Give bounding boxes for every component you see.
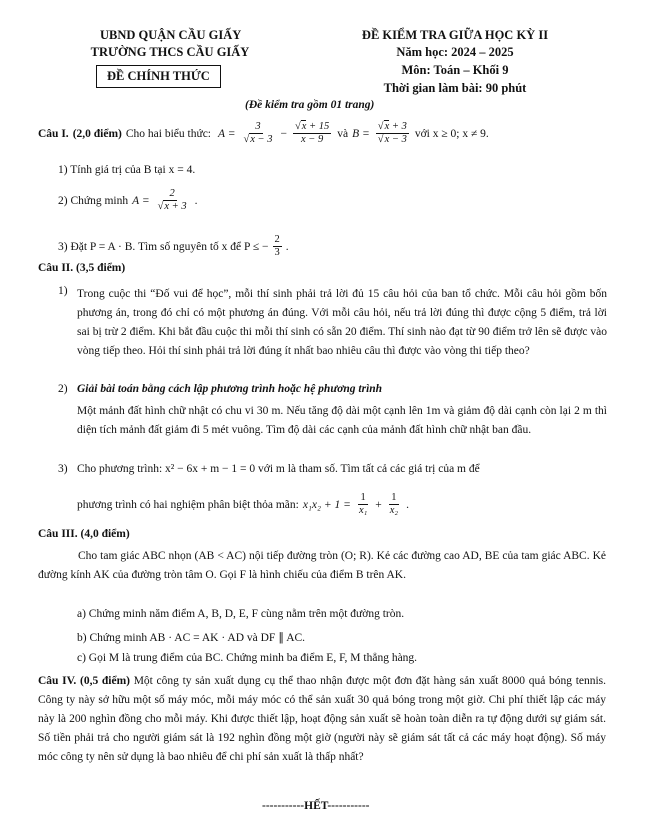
q1-intro: Cho hai biểu thức: [125,127,211,140]
fraction-a1: $\frac{3}{√x - 3}$ [243,121,273,145]
q3-text: Cho tam giác ABC nhọn (AB < AC) nội tiếp đường tròn (O; R). Kẻ các đường cao AD, BE của tam giác ABC. Kẻ đường kính AK của đường tròn tâm O. Gọi F là hình chiếu của điểm B trên AK. [38,550,606,581]
q1-part-2: 2) Chứng minh A = $\frac{2}{√x + 3}$ . [58,188,198,212]
q1-part-2-prefix: 2) Chứng minh [58,194,129,207]
subject: Môn: Toán – Khối 9 [401,63,509,77]
q2-points: (3,5 điểm) [76,262,126,274]
fraction-inv-x2: $\frac{1}{\text{x₂}}$ [389,492,399,516]
q2-part-1-text: Trong cuộc thi “Đố vui để học”, mỗi thí sinh phải trả lời đủ 15 câu hỏi của ban tổ chức. Mỗi câu hỏi gồm bốn phương án, trong đó chỉ có một phương án đúng. Với mỗi câu hỏi, nếu trả lời đúng thì được cộng 5 điểm, trả lời sai bị trừ 2 điểm. Khi bắt đầu cuộc thi mỗi thí sinh có sẵn 20 điểm. Thí sinh nào đạt từ 90 điểm trở lên sẽ được vào vòng tiếp theo. Hỏi thí sinh phải trả lời đúng ít nhất bao nhiêu câu thì được vào vòng thi tiếp theo? [77,288,607,357]
formula-a: A = [218,127,236,140]
q1-label: Câu I. [38,127,69,140]
q2-part-2-number: 2) [58,383,68,395]
q4-label: Câu IV. [38,675,77,687]
fraction-two-thirds: $\frac{2}{3}$ [274,234,280,258]
fraction-b: $\frac{√x + 3}{√x - 3}$ [377,121,407,145]
q1-part-3-text: 3) Đặt P = A · B. Tìm số nguyên tố x để P ≤ − [58,240,269,253]
fraction-proof: $\frac{2}{√x + 3}$ [157,188,187,212]
question-1-header: Câu I. (2,0 điểm) Cho hai biểu thức: A = $\frac{3}{√x - 3}$ − $\frac{√x + 15}{x - 9}$ và B = $\frac{√x + 3}{√x - 3}$ với x ≥ 0; x ≠ 9. [38,121,489,145]
end-marker: -----------HẾT----------- [262,800,370,812]
q1-points: (2,0 điểm) [72,127,122,140]
formula-b: B = [352,127,370,140]
school-name: TRƯỜNG THCS CẦU GIẤY [90,45,250,59]
q3-part-c: c) Gọi M là trung điểm của BC. Chứng minh ba điểm E, F, M thẳng hàng. [77,652,418,664]
q2-part-3-number: 3) [58,463,68,475]
question-4 [38,672,606,767]
vieta-expression: x₁x₂ + 1 = [302,498,351,511]
q3-label: Câu III. [38,528,78,540]
fraction-a2: $\frac{√x + 15}{x - 9}$ [294,121,330,145]
q3-part-a: a) Chứng minh năm điểm A, B, D, E, F cùng nằm trên một đường tròn. [77,608,405,620]
school-year: Năm học: 2024 – 2025 [396,45,514,59]
question-3-header [38,528,130,540]
duration: Thời gian làm bài: 90 phút [383,81,527,95]
q2-part-3-text2: phương trình có hai nghiệm phân biệt thỏa mãn: [77,498,299,511]
q2-part-1-number: 1) [58,285,68,297]
q3-part-b: b) Chứng minh AB · AC = AK · AD và DF ∥ AC. [77,632,306,644]
q2-part-2-text: Một mảnh đất hình chữ nhật có chu vi 30 m. Nếu tăng độ dài một cạnh lên 1m và giảm độ dài cạnh còn lại 2 m thì diện tích mảnh đất giảm đi 5 mét vuông. Tìm độ dài các cạnh của mảnh đất hình chữ nhật ban đầu. [77,405,607,436]
fraction-inv-x1: $\frac{1}{\text{x₁}}$ [358,492,368,516]
official-exam-box: ĐỀ CHÍNH THỨC [96,65,221,88]
q3-points: (4,0 điểm) [80,528,130,540]
q1-part-3: 3) Đặt P = A · B. Tìm số nguyên tố x để P ≤ − $\frac{2}{3}$ . [58,234,289,258]
q4-text: Một công ty sản xuất dụng cụ thể thao nhận được một đơn đặt hàng sản xuất 8000 quả bóng tennis. Công ty này sở hữu một số máy móc, mỗi máy móc có thể sản xuất 30 quả bóng trong một giờ. Chi phí thiết lập các máy này là 200 nghìn đồng cho mỗi máy. Khi được thiết lập, hoạt động sản xuất sẽ hoàn toàn diễn ra tự động dưới sự giám sát. Số tiền phải trả cho người giám sát là 192 nghìn đồng một giờ (người này sẽ giám sát tất cả các máy hoạt động). Số máy móc công ty nên sử dụng là bao nhiêu để chi phí sản xuất là thấp nhất? [38,675,607,763]
exam-title: ĐỀ KIỂM TRA GIỮA HỌC KỲ II [361,28,549,42]
q2-label: Câu II. [38,262,74,274]
district-name: UBND QUẬN CẦU GIẤY [100,28,242,42]
page-count-note: (Đề kiểm tra gồm 01 trang) [245,99,375,111]
q2-part-2-heading: Giải bài toán bằng cách lập phương trình hoặc hệ phương trình [77,383,383,395]
q2-part-3-text: Cho phương trình: x² − 6x + m − 1 = 0 với m là tham số. Tìm tất cả các giá trị của m để [77,463,480,475]
q1-part-1: 1) Tính giá trị của B tại x = 4. [58,164,196,176]
q2-part-3-condition: phương trình có hai nghiệm phân biệt thỏa mãn: x₁x₂ + 1 = $\frac{1}{\text{x₁}}$ + $\frac{1}{\text{x₂}}$ . [77,492,409,516]
question-2-header [38,262,125,274]
q1-condition: với x ≥ 0; x ≠ 9. [414,127,489,140]
q4-points: (0,5 điểm) [80,675,130,687]
